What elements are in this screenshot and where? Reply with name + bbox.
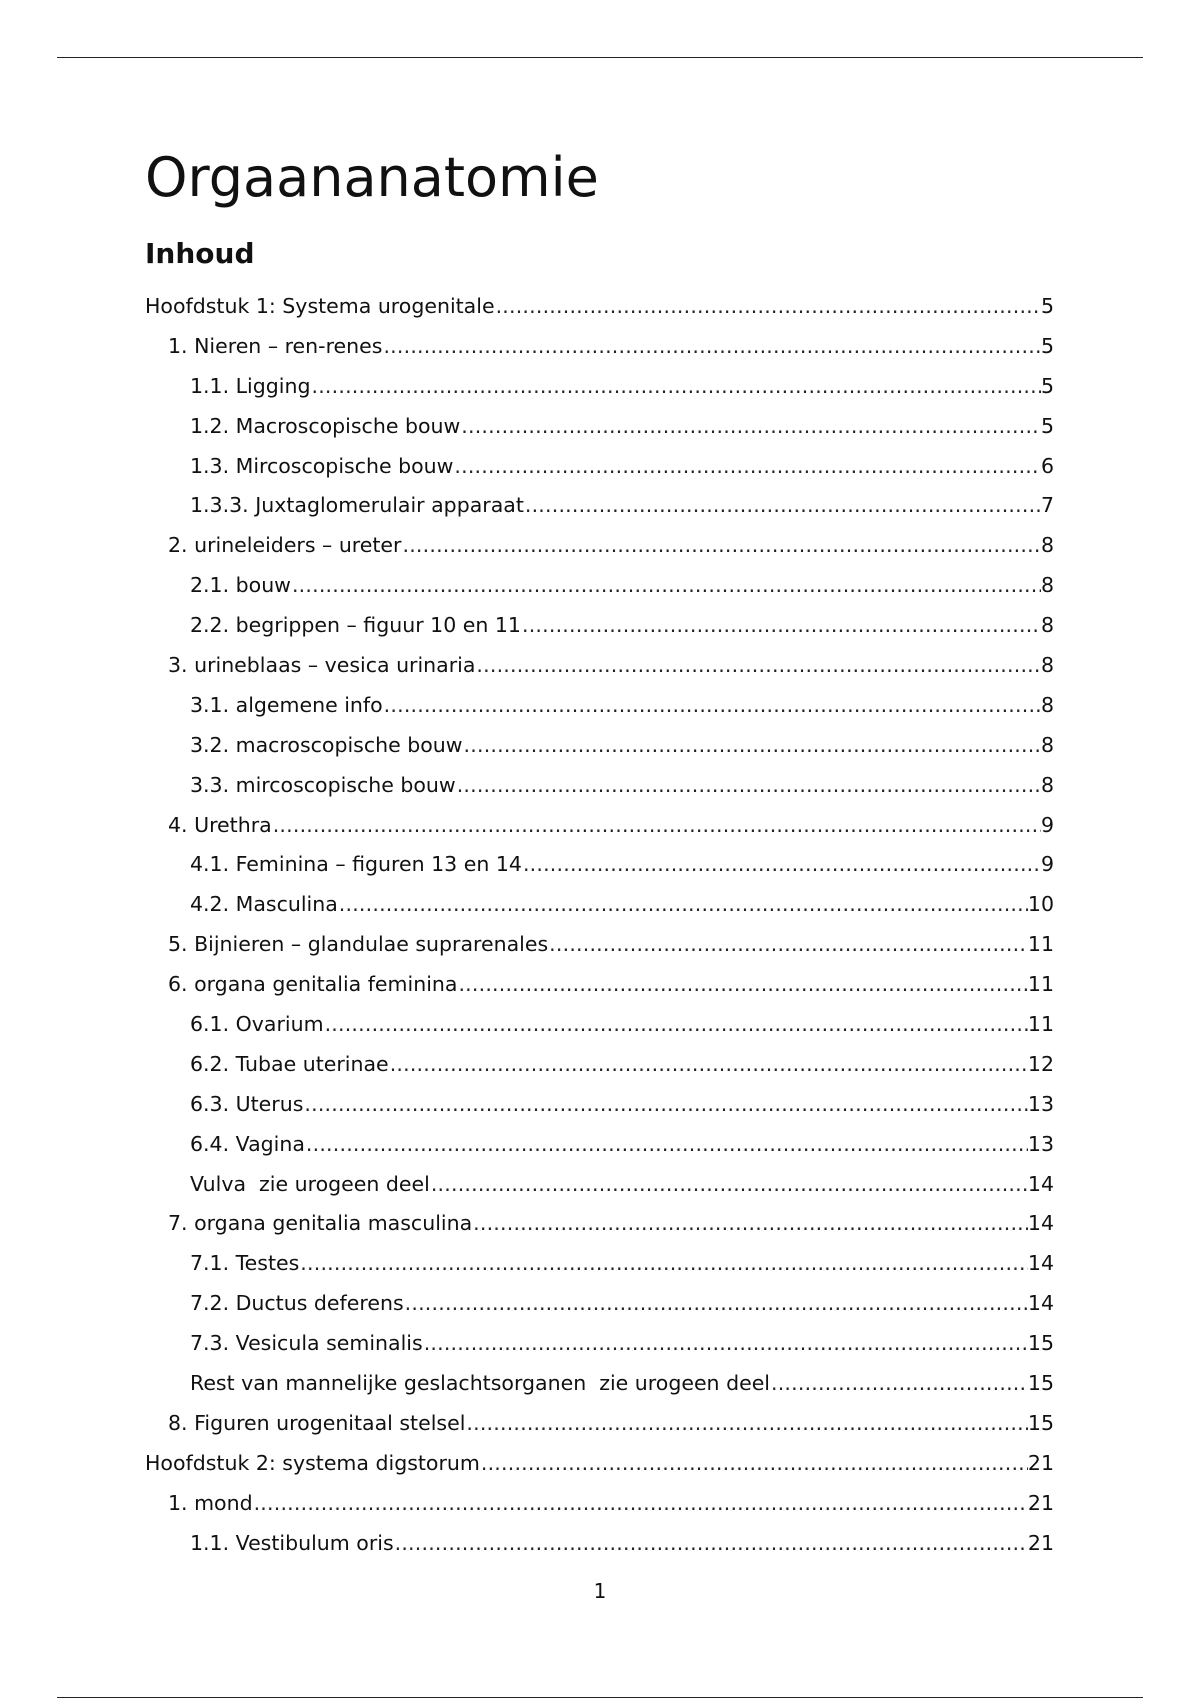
toc-entry-label: 2. urineleiders – ureter xyxy=(168,533,402,558)
toc-entry[interactable] xyxy=(145,446,1054,486)
toc-dot-leader xyxy=(253,1483,1028,1523)
toc-entry[interactable] xyxy=(145,1243,1054,1283)
toc-entry-label: 1. Nieren – ren-renes xyxy=(168,333,383,358)
toc-entry-label: 2.1. bouw xyxy=(190,573,291,598)
toc-entry-label: Rest van mannelijke geslachtsorganen zie urogeen deel xyxy=(190,1371,770,1396)
toc-dot-leader xyxy=(495,286,1041,326)
toc-dot-leader xyxy=(423,1323,1028,1363)
toc-dot-leader xyxy=(521,605,1041,645)
toc-entry-page: 5 xyxy=(1040,373,1054,398)
toc-dot-leader xyxy=(770,1363,1028,1403)
toc-entry[interactable] xyxy=(145,685,1054,725)
toc-entry-page: 14 xyxy=(1027,1251,1054,1276)
toc-dot-leader xyxy=(310,366,1040,406)
toc-dot-leader xyxy=(522,844,1041,884)
toc-entry[interactable] xyxy=(145,565,1054,605)
toc-entry[interactable] xyxy=(145,1403,1054,1443)
toc-entry[interactable] xyxy=(145,525,1054,565)
toc-entry-page: 21 xyxy=(1027,1530,1054,1555)
toc-dot-leader xyxy=(394,1523,1028,1563)
toc-entry-page: 8 xyxy=(1040,533,1054,558)
toc-entry-page: 21 xyxy=(1027,1450,1054,1475)
toc-entry-label: 1.3. Mircoscopische bouw xyxy=(190,453,454,478)
toc-entry[interactable] xyxy=(145,884,1054,924)
toc-entry-page: 13 xyxy=(1027,1131,1054,1156)
table-of-contents xyxy=(145,286,1054,1563)
toc-entry[interactable] xyxy=(145,1164,1054,1204)
toc-entry[interactable] xyxy=(145,844,1054,884)
toc-entry-label: 4.2. Masculina xyxy=(190,892,338,917)
toc-entry-page: 5 xyxy=(1040,413,1054,438)
toc-dot-leader xyxy=(548,924,1028,964)
toc-entry[interactable] xyxy=(145,1283,1054,1323)
toc-entry-label: 4.1. Feminina – figuren 13 en 14 xyxy=(190,852,522,877)
toc-entry-label: 7.2. Ductus deferens xyxy=(190,1291,404,1316)
toc-entry-label: 1.2. Macroscopische bouw xyxy=(190,413,461,438)
toc-entry[interactable] xyxy=(145,605,1054,645)
toc-entry[interactable] xyxy=(145,1443,1054,1483)
toc-entry[interactable] xyxy=(145,1483,1054,1523)
toc-entry-page: 8 xyxy=(1040,573,1054,598)
toc-dot-leader xyxy=(453,446,1041,486)
toc-dot-leader xyxy=(480,1443,1028,1483)
toc-entry[interactable] xyxy=(145,1203,1054,1243)
toc-dot-leader xyxy=(305,1124,1028,1164)
toc-entry[interactable] xyxy=(145,805,1054,845)
toc-dot-leader xyxy=(430,1164,1028,1204)
toc-entry-label: 6.4. Vagina xyxy=(190,1131,305,1156)
toc-entry[interactable] xyxy=(145,366,1054,406)
toc-entry-page: 15 xyxy=(1027,1331,1054,1356)
toc-dot-leader xyxy=(524,485,1041,525)
footer-rule xyxy=(57,1697,1143,1698)
toc-entry[interactable] xyxy=(145,1084,1054,1124)
toc-entry-label: 1. mond xyxy=(168,1490,253,1515)
toc-entry-page: 14 xyxy=(1027,1291,1054,1316)
toc-entry-page: 15 xyxy=(1027,1371,1054,1396)
toc-entry-page: 5 xyxy=(1040,333,1054,358)
toc-entry-label: 4. Urethra xyxy=(168,812,272,837)
toc-entry-label: 1.3.3. Juxtaglomerulair apparaat xyxy=(190,493,524,518)
toc-dot-leader xyxy=(475,645,1041,685)
toc-dot-leader xyxy=(303,1084,1028,1124)
toc-dot-leader xyxy=(272,805,1041,845)
toc-entry-label: 5. Bijnieren – glandulae suprarenales xyxy=(168,932,549,957)
toc-entry[interactable] xyxy=(145,1124,1054,1164)
toc-heading: Inhoud xyxy=(145,237,255,270)
toc-entry[interactable] xyxy=(145,1323,1054,1363)
toc-dot-leader xyxy=(463,725,1041,765)
toc-entry[interactable] xyxy=(145,485,1054,525)
toc-entry[interactable] xyxy=(145,964,1054,1004)
toc-entry-label: 7.3. Vesicula seminalis xyxy=(190,1331,423,1356)
toc-entry-label: 3. urineblaas – vesica urinaria xyxy=(168,653,476,678)
toc-entry[interactable] xyxy=(145,765,1054,805)
toc-entry-page: 7 xyxy=(1040,493,1054,518)
toc-dot-leader xyxy=(465,1403,1028,1443)
toc-entry-label: 1.1. Vestibulum oris xyxy=(190,1530,394,1555)
toc-entry-label: 3.3. mircoscopische bouw xyxy=(190,772,456,797)
toc-entry-label: 3.2. macroscopische bouw xyxy=(190,732,463,757)
toc-entry-label: Hoofdstuk 1: Systema urogenitale xyxy=(145,294,495,318)
toc-entry-page: 9 xyxy=(1040,812,1054,837)
document-title: Orgaananatomie xyxy=(145,146,599,209)
toc-entry-label: Hoofdstuk 2: systema digstorum xyxy=(145,1450,480,1475)
toc-entry-label: 7. organa genitalia masculina xyxy=(168,1211,473,1236)
toc-dot-leader xyxy=(382,326,1041,366)
toc-entry-label: 3.1. algemene info xyxy=(190,692,383,717)
toc-entry[interactable] xyxy=(145,725,1054,765)
toc-entry-page: 11 xyxy=(1027,972,1054,997)
toc-dot-leader xyxy=(460,406,1041,446)
toc-entry-page: 15 xyxy=(1027,1410,1054,1435)
toc-dot-leader xyxy=(401,525,1040,565)
toc-entry-label: Vulva zie urogeen deel xyxy=(190,1171,430,1196)
toc-entry-page: 21 xyxy=(1027,1490,1054,1515)
toc-entry[interactable] xyxy=(145,1004,1054,1044)
toc-entry-page: 14 xyxy=(1027,1211,1054,1236)
toc-entry-page: 8 xyxy=(1040,692,1054,717)
toc-dot-leader xyxy=(338,884,1028,924)
toc-entry-label: 6.3. Uterus xyxy=(190,1091,304,1116)
toc-entry-page: 13 xyxy=(1027,1091,1054,1116)
toc-entry-label: 2.2. begrippen – figuur 10 en 11 xyxy=(190,613,521,638)
toc-entry-page: 14 xyxy=(1027,1171,1054,1196)
toc-entry[interactable] xyxy=(145,406,1054,446)
toc-dot-leader xyxy=(457,964,1027,1004)
toc-dot-leader xyxy=(404,1283,1028,1323)
toc-entry[interactable] xyxy=(145,645,1054,685)
toc-dot-leader xyxy=(389,1044,1028,1084)
toc-entry-page: 9 xyxy=(1040,852,1054,877)
toc-entry-page: 8 xyxy=(1040,772,1054,797)
toc-entry-page: 11 xyxy=(1027,1012,1054,1037)
header-rule xyxy=(57,57,1143,58)
toc-entry[interactable] xyxy=(145,1363,1054,1403)
toc-entry-page: 11 xyxy=(1027,932,1054,957)
toc-dot-leader xyxy=(456,765,1041,805)
toc-dot-leader xyxy=(324,1004,1028,1044)
toc-dot-leader xyxy=(291,565,1041,605)
toc-entry[interactable] xyxy=(145,326,1054,366)
toc-entry-page: 8 xyxy=(1040,613,1054,638)
toc-dot-leader xyxy=(383,685,1041,725)
toc-entry-page: 12 xyxy=(1027,1051,1054,1076)
toc-dot-leader xyxy=(299,1243,1028,1283)
toc-entry[interactable] xyxy=(145,1523,1054,1563)
toc-entry-label: 1.1. Ligging xyxy=(190,373,311,398)
toc-dot-leader xyxy=(472,1203,1028,1243)
toc-entry[interactable] xyxy=(145,924,1054,964)
toc-entry-label: 8. Figuren urogenitaal stelsel xyxy=(168,1410,466,1435)
toc-entry-label: 6. organa genitalia feminina xyxy=(168,972,458,997)
toc-entry-page: 8 xyxy=(1040,732,1054,757)
toc-entry[interactable] xyxy=(145,286,1054,326)
toc-entry[interactable] xyxy=(145,1044,1054,1084)
toc-entry-page: 10 xyxy=(1027,892,1054,917)
toc-entry-page: 8 xyxy=(1040,653,1054,678)
toc-entry-page: 6 xyxy=(1040,453,1054,478)
toc-entry-label: 6.2. Tubae uterinae xyxy=(190,1051,389,1076)
toc-entry-label: 7.1. Testes xyxy=(190,1251,300,1276)
toc-entry-label: 6.1. Ovarium xyxy=(190,1012,324,1037)
toc-entry-page: 5 xyxy=(1040,294,1054,318)
page-number: 1 xyxy=(593,1579,607,1603)
